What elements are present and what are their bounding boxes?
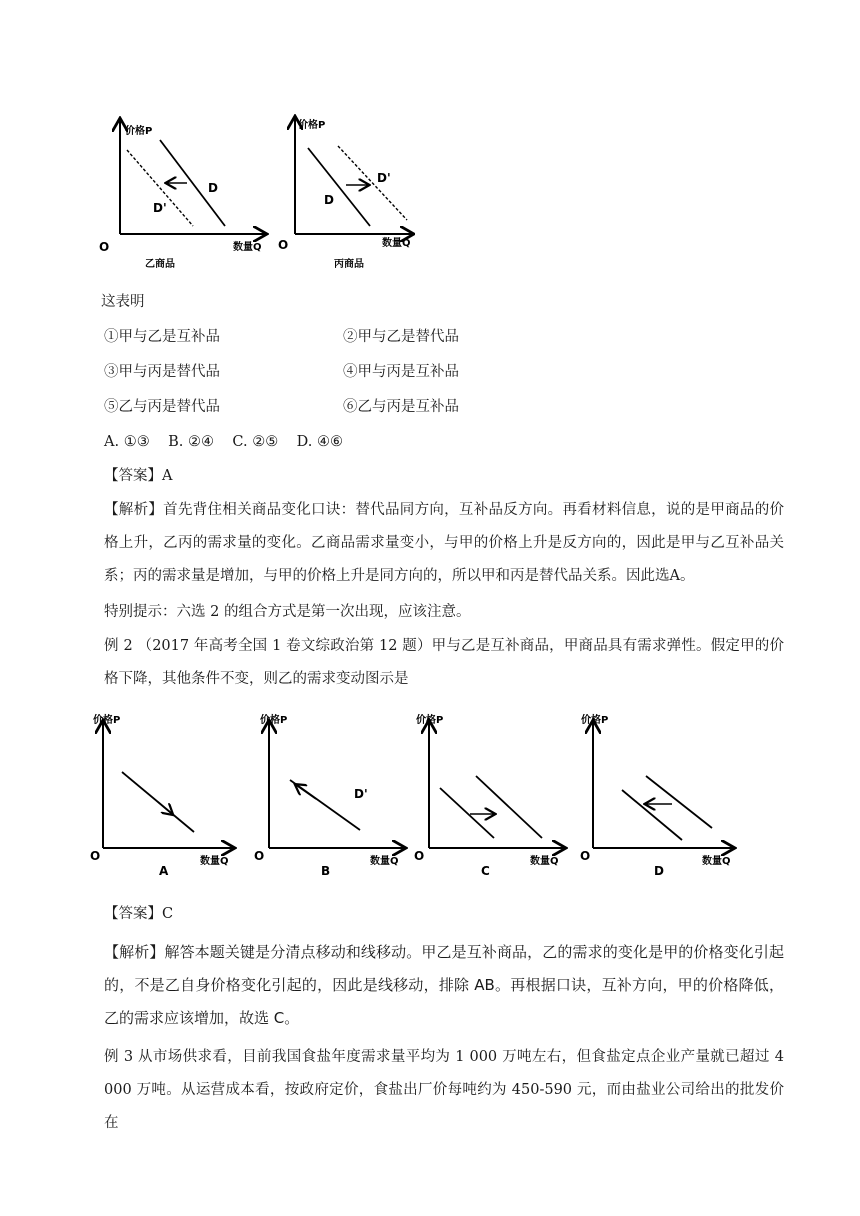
- top-demand-graphs: [95, 110, 415, 275]
- price-label: 价格P: [581, 715, 609, 726]
- demand-curve-dprime: [338, 146, 407, 220]
- price-label: 价格P: [125, 126, 153, 137]
- q1-tip: 特别提示：六选 2 的组合方式是第一次出现，应该注意。: [104, 604, 471, 620]
- qty-label: 数量Q: [702, 856, 731, 867]
- curve-label-dprime: D': [377, 171, 391, 185]
- origin-label: O: [99, 240, 110, 254]
- q2-stem: 例 2 （2017 年高考全国 1 卷文综政治第 12 题）甲与乙是互补商品，甲商品具有需求弹性。假定甲的价格下降，其他条件不变，则乙的需求变动图示是: [104, 638, 784, 687]
- q1-option-2: ②甲与乙是替代品: [343, 329, 459, 345]
- q1-option-4: ④甲与丙是互补品: [343, 364, 459, 380]
- qty-label: 数量Q: [233, 242, 262, 253]
- demand-curve-d: [308, 148, 370, 226]
- origin-label: O: [414, 849, 425, 863]
- qty-label: 数量Q: [382, 238, 411, 249]
- curve-label-dprime: D': [354, 787, 368, 801]
- curve-label-dprime: D': [153, 201, 167, 215]
- q2-analysis: 【解析】解答本题关键是分清点移动和线移动。甲乙是互补商品，乙的需求的变化是甲的价格变化引起的，不是乙自身价格变化引起的，因此是线移动，排除 AB。再根据口诀，互补方向，甲的价格降低，乙的需求应该增加，故选 C。: [104, 943, 784, 1027]
- point-arrow: [296, 785, 316, 799]
- q2-demand-graphs: [88, 708, 748, 883]
- origin-label: O: [254, 849, 265, 863]
- q3-text: 例 3 从市场供求看，目前我国食盐年度需求量平均为 1 000 万吨左右，但食盐定点企业产量就已超过 4 000 万吨。从运营成本看，按政府定价，食盐出厂价每吨约为 450-590 元，而由盐业公司给出的批发价在: [104, 1049, 784, 1131]
- graph-b: [254, 713, 404, 878]
- graph-label-c: C: [481, 864, 490, 878]
- graph-caption: 乙商品: [145, 259, 175, 270]
- q1-option-5: ⑤乙与丙是替代品: [104, 399, 220, 415]
- q1-analysis: 【解析】首先背住相关商品变化口诀：替代品同方向，互补品反方向。再看材料信息，说的是甲商品的价格上升，乙丙的需求量的变化。乙商品需求量变小，与甲的价格上升是反方向的，因此是甲与乙互补品关系；丙的需求量是增加，与甲的价格上升是同方向的，所以甲和丙是替代品关系。因此选A。: [104, 502, 784, 584]
- q1-option-3: ③甲与丙是替代品: [104, 364, 220, 380]
- curve-label-d: D: [324, 193, 334, 207]
- point-arrow: [158, 802, 172, 814]
- qty-label: 数量Q: [200, 856, 229, 867]
- origin-label: O: [90, 849, 101, 863]
- price-label: 价格P: [298, 120, 326, 131]
- origin-label: O: [580, 849, 591, 863]
- graph-a: [90, 713, 233, 878]
- q1-choices: A. ①③ B. ②④ C. ②⑤ D. ④⑥: [104, 434, 343, 450]
- demand-curve-d: [440, 788, 494, 838]
- qty-label: 数量Q: [530, 856, 559, 867]
- price-label: 价格P: [416, 715, 444, 726]
- origin-label: O: [278, 238, 289, 252]
- graph-label-d: D: [654, 864, 664, 878]
- curve-label-d: D: [208, 181, 218, 195]
- price-label: 价格P: [260, 715, 288, 726]
- q1-answer: 【答案】A: [104, 468, 173, 484]
- demand-curve-dprime: [646, 776, 712, 828]
- graph-label-a: A: [159, 864, 169, 878]
- graph-d: [580, 713, 733, 878]
- q1-option-6: ⑥乙与丙是互补品: [343, 399, 459, 415]
- q1-stem: 这表明: [101, 294, 145, 310]
- graph-label-b: B: [321, 864, 331, 878]
- q1-option-1: ①甲与乙是互补品: [104, 329, 220, 345]
- graph-bing: [278, 118, 412, 270]
- q2-answer: 【答案】C: [104, 906, 174, 922]
- demand-curve-dprime: [476, 776, 542, 838]
- graph-yi: [99, 120, 265, 270]
- graph-c: [414, 713, 564, 878]
- graph-caption: 丙商品: [334, 259, 364, 270]
- qty-label: 数量Q: [370, 856, 399, 867]
- price-label: 价格P: [93, 715, 121, 726]
